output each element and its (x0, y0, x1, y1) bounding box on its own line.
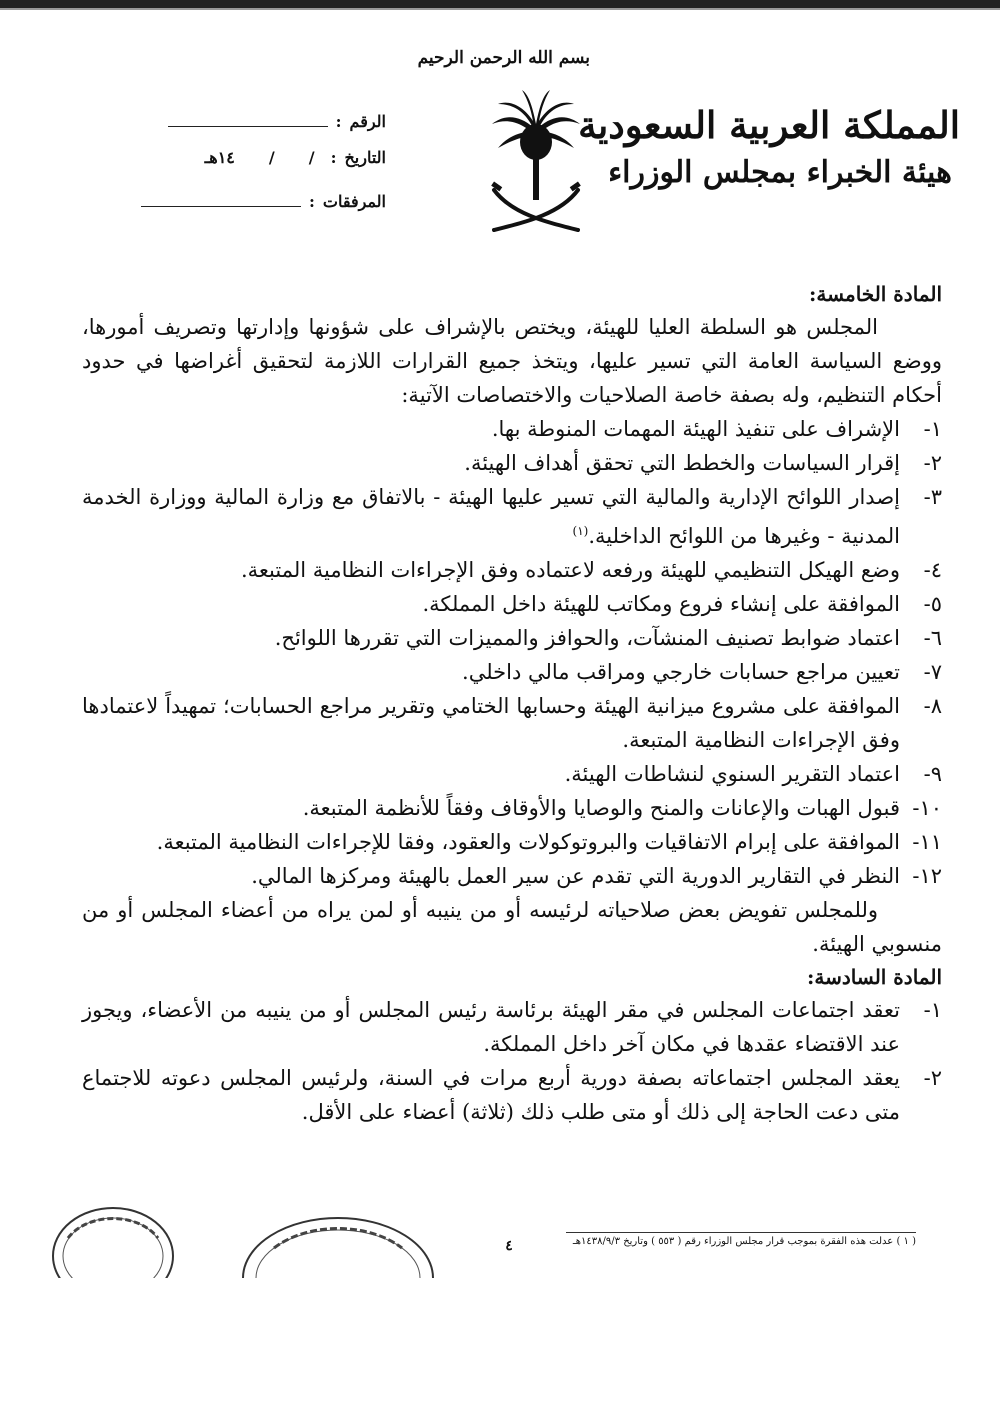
letterhead-title-block (578, 100, 960, 196)
document-body (82, 278, 942, 1129)
article-5-item: ٢- إقرار السياسات والخطط التي تحقق أهداف الهيئة. (464, 451, 942, 475)
page-number: ٤ (505, 1238, 513, 1254)
article-5-item: ٩- اعتماد التقرير السنوي لنشاطات الهيئة. (564, 762, 942, 786)
article-6-title: المادة السادسة: (806, 965, 942, 989)
top-border-bar (0, 0, 1000, 8)
attachments-label: المرفقات (322, 192, 386, 211)
article-5-item: ١- الإشراف على تنفيذ الهيئة المهمات المنوطة بها. (491, 417, 942, 441)
article-5-item: ٥- الموافقة على إنشاء فروع ومكاتب للهيئة داخل المملكة. (422, 592, 942, 616)
reference-field: الرقم : (96, 112, 386, 131)
date-field: التاريخ : / / ١٤هـ (204, 148, 386, 167)
reference-label: الرقم (349, 112, 386, 131)
kingdom-name: المملكة العربية السعودية (578, 103, 960, 147)
attachments-blank-line (141, 196, 301, 207)
attachments-field: المرفقات : (96, 192, 386, 211)
official-stamp-left-icon (48, 1198, 178, 1278)
article-5-item: ١٠- قبول الهبات والإعانات والمنح والوصايا والأوقاف وفقاً للأنظمة المتبعة. (302, 796, 942, 820)
article-5-item: ٣- إصدار اللوائح الإدارية والمالية التي تسير عليها الهيئة - بالاتفاق مع وزارة المالية ووزارة الخدمة المدنية - وغيرها من اللوائح الداخلية.$^{(١)}$ (82, 485, 942, 548)
date-year-suffix: ١٤هـ (204, 148, 235, 167)
article-5-closing: وللمجلس تفويض بعض صلاحياته لرئيسه أو من ينيبه أو لمن يراه من أعضاء المجلس أو من منسوبي الهيئة. (82, 898, 942, 956)
basmala: بسم الله الرحمن الرحيم (417, 48, 590, 68)
footnote-separator (566, 1232, 916, 1233)
footnote-marker: (١) (572, 524, 589, 538)
reference-blank-line (168, 116, 328, 127)
article-5-intro: المجلس هو السلطة العليا للهيئة، ويختص بالإشراف على شؤونها وإدارتها وتصريف أمورها، ووضع السياسة العامة التي تسير عليها، ويتخذ جميع القرارات اللازمة لتحقيق أغراضها في حدود أحكام التنظيم، وله بصفة خاصة الصلاحيات والاختصاصات الآتية: (82, 315, 942, 407)
article-5-item: ١٢- النظر في التقارير الدورية التي تقدم عن سير العمل بالهيئة ومركزها المالي. (251, 864, 942, 888)
top-border-shadow (0, 8, 1000, 10)
palm-swords-emblem-icon (488, 90, 584, 240)
article-5-item: ٧- تعيين مراجع حسابات خارجي ومراقب مالي داخلي. (462, 660, 942, 684)
date-blanks: / / ١٤هـ (204, 148, 315, 167)
date-label: التاريخ (344, 148, 386, 167)
article-5-item: ٦- اعتماد ضوابط تصنيف المنشآت، والحوافز والمميزات التي تقررها اللوائح. (274, 626, 942, 650)
commission-name: هيئة الخبراء بمجلس الوزراء (608, 155, 952, 190)
official-stamp-center-icon (238, 1208, 438, 1278)
article-6-item: ١- تعقد اجتماعات المجلس في مقر الهيئة برئاسة رئيس المجلس أو من ينيبه من الأعضاء، ويجوز عند الاقتضاء عقدها في مكان آخر داخل المملكة. (82, 998, 942, 1056)
article-5-item: ٨- الموافقة على مشروع ميزانية الهيئة وحسابها الختامي وتقرير مراجع الحسابات؛ تمهيداً لاعتمادها وفق الإجراءات النظامية المتبعة. (82, 694, 942, 752)
article-5-item: ٤- وضع الهيكل التنظيمي للهيئة ورفعه لاعتماده وفق الإجراءات النظامية المتبعة. (240, 558, 942, 582)
article-5-item: ١١- الموافقة على إبرام الاتفاقيات والبروتوكولات والعقود، وفقا للإجراءات النظامية المتبعة. (156, 830, 942, 854)
article-6-item: ٢- يعقد المجلس اجتماعاته بصفة دورية أربع مرات في السنة، ولرئيس المجلس دعوته للاجتماع متى دعت الحاجة إلى ذلك أو متى طلب ذلك (ثلاثة) أعضاء على الأقل. (82, 1066, 942, 1124)
article-5-title: المادة الخامسة: (809, 282, 942, 306)
footnote: ( ١ ) عدلت هذه الفقرة بموجب قرار مجلس الوزراء رقم ( ٥٥٣ ) وتاريخ ١٤٣٨/٩/٣هـ (572, 1236, 916, 1247)
